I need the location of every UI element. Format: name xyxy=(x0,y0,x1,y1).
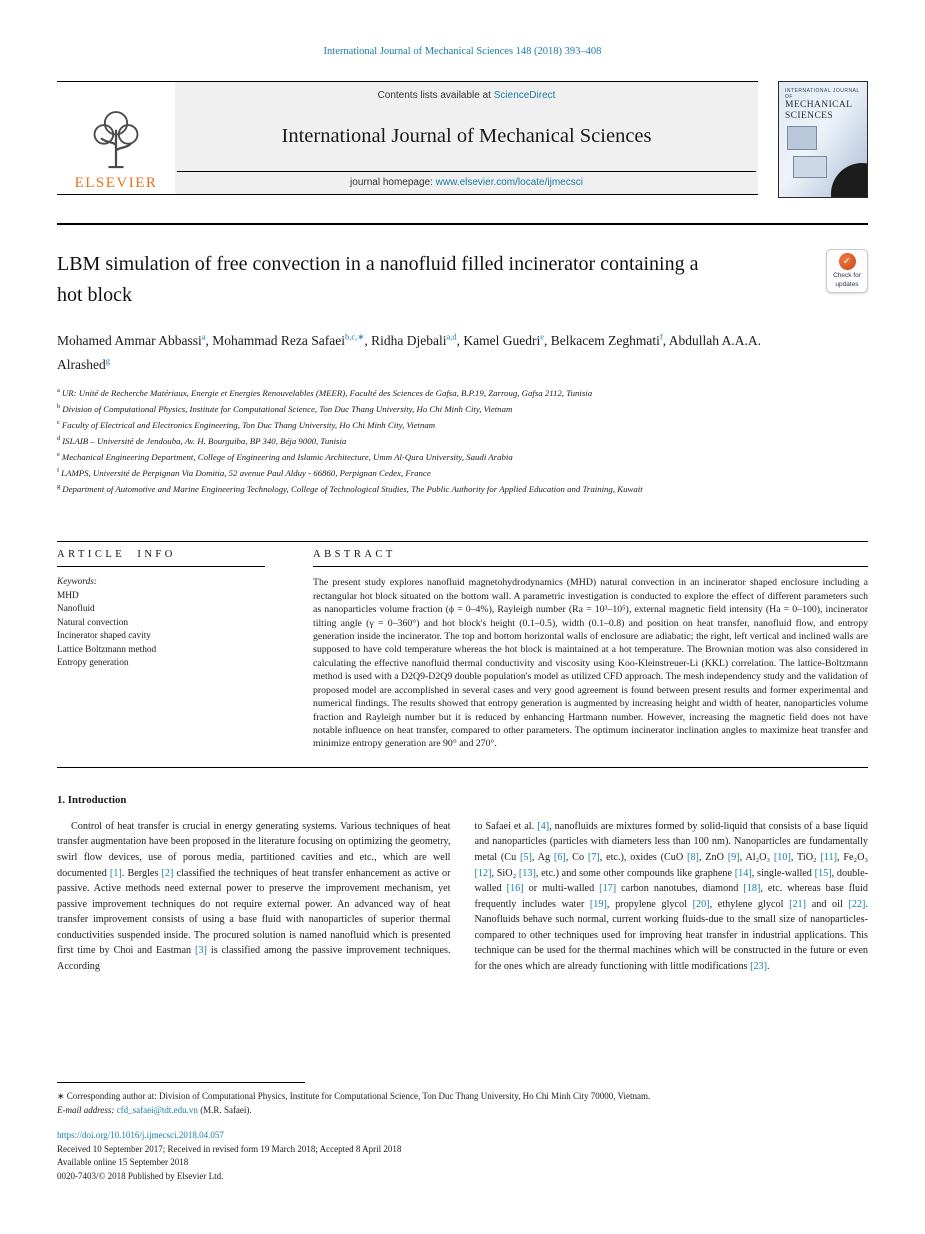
keyword: Natural convection xyxy=(57,617,128,628)
affiliation-text: Department of Automotive and Marine Engineering Technology, College of Technological Studies, The Public Authority for Applied Education and Training, Kuwait xyxy=(62,483,643,494)
email-link[interactable]: cfd_safaei@tdt.edu.vn xyxy=(116,1104,198,1115)
homepage-line xyxy=(177,171,756,194)
body-right-column: to Safaei et al. [4], nanofluids are mixtures formed by solid-liquid that consists of a base liquid and nanoparticles (particles with diameters less than 100 nm). Nanoparticles are fundamentally metal (Cu [5], Ag [6], Co [7], etc.), oxides (CuO [8], ZnO [9], Al₂O₃ [10], TiO₂ [11], Fe₂O₃ [12], SiO₂ [13], etc.) and some other compounds like graphene [14], single-walled [15], double-walled [16] or multi-walled [17] carbon nanotubes, diamond [18], etc. whereas base fluid frequently includes water [19], propylene glycol [20], ethylene glycol [21] and oil [22]. Nanofluids behave such normal, current working fluids-due to the small size of nanoparticles-compared to other techniques used for improving heat transfer in industrial applications. This technique can be used for the thermal machines which will be constructed in the future or even for the ones which are already functioning with little modifications [23]. xyxy=(474,820,869,973)
author-separator: , xyxy=(205,332,213,348)
author-separator: , xyxy=(544,332,551,348)
citation-link[interactable]: [19] xyxy=(589,898,607,910)
author xyxy=(57,333,212,348)
crossmark-icon: ✓ xyxy=(839,253,856,270)
author-affiliation-ref[interactable]: g xyxy=(105,355,110,366)
affiliation-marker: a xyxy=(57,387,60,394)
homepage-line-text: journal homepage: xyxy=(350,177,436,188)
citation-link[interactable]: [8] xyxy=(687,851,699,863)
corresponding-author-text: ∗ Corresponding author at: Division of Computational Physics, Institute for Computational Science, Ton Duc Thang University, Ho Chi Minh City 70000, Vietnam. xyxy=(57,1091,651,1101)
citation-link[interactable]: [5] xyxy=(520,851,532,863)
abstract-text: The present study explores nanofluid magnetohydrodynamics (MHD) natural convection in an incinerator shaped enclosure including a rectangular hot block situated on the bottom wall. A parametric investigation is conducted to explore the effect of different parameters such as nanoparticles volume fraction (ϕ = 0–4%), Rayleigh number (Ra = 10³–10⁵), external magnetic field intensity (Ha = 0–100), incinerator tilting angle (γ = 0–360°) and hot block's height (0.1–0.5), width (0.1–0.8) and position on heat transfer, nanofluid flow, and entropy generation inside the incinerator. The top and bottom horizontal walls of enclosure are adiabatic; the right, left vertical and inclined walls are supposed to have cold temperature whereas the hot block is maintained at a hot temperature. The Brownian motion was also considered in calculating the effective nanofluid thermal conductivity and viscosity using Koo-Kleinstreuer-Li (KKL) correlation. The lattice-Boltzmann method is used with a D2Q9-D2Q9 double population's model as utilized CFD approach. The mesh independency study and the validation of proposed model are accomplished in several cases and very good agreement is found between present results and former experimental and numerical findings. The results showed that entropy generation is augmented by increasing height and width of heater, nanoparticles volume fraction and Rayleigh number but it is reduced by enhancing Hartmann number. However, increasing the magnetic field does not have notable influence on heat transfer, compared to other parameters. The optimum incinerator inclination angles to maximize heat transfer and minimize entropy generation are 90° and 270°. xyxy=(313,577,868,750)
citation-link[interactable]: [4] xyxy=(537,820,550,832)
author xyxy=(463,333,550,348)
citation-link[interactable]: [23] xyxy=(750,961,768,973)
keyword: Entropy generation xyxy=(57,658,129,669)
affiliation xyxy=(57,464,868,480)
doi-link[interactable]: https://doi.org/10.1016/j.ijmecsci.2018.04.057 xyxy=(57,1130,224,1140)
cover-image-placeholder xyxy=(793,156,827,178)
citation-link[interactable]: [11] xyxy=(820,851,838,863)
cover-title-line2: SCIENCES xyxy=(785,110,834,121)
doi-line xyxy=(57,1129,868,1143)
available-online: Available online 15 September 2018 xyxy=(57,1157,189,1167)
article-info-abstract-section xyxy=(57,541,868,767)
author-separator: , xyxy=(456,332,464,348)
section-heading-introduction: 1. Introduction xyxy=(57,793,127,806)
affiliation-marker: d xyxy=(57,434,61,442)
author-name: Mohammad Reza Safaei xyxy=(212,332,345,348)
affiliation xyxy=(57,384,868,400)
affiliation-marker: g xyxy=(57,482,61,490)
affiliation-text: Mechanical Engineering Department, College of Engineering and Islamic Architecture, Umm Al-Qura University, Saudi Arabia xyxy=(61,451,513,462)
keyword: Lattice Boltzmann method xyxy=(57,644,157,655)
elsevier-wordmark: ELSEVIER xyxy=(74,175,158,191)
journal-banner-center xyxy=(175,82,758,194)
author-affiliation-ref[interactable]: a xyxy=(201,331,206,341)
affiliation xyxy=(57,432,868,448)
journal-header xyxy=(57,81,868,195)
author xyxy=(212,333,371,348)
email-suffix: (M.R. Safaei). xyxy=(197,1104,252,1115)
affiliation-text: UR: Unité de Recherche Matériaux, Energie et Energies Renouvelables (MEER), Faculté des Sciences de Gafsa, B.P.19, Zarroug, Gafsa 2112, Tunisia xyxy=(61,387,593,398)
citation-link[interactable]: [9] xyxy=(727,851,740,863)
author-affiliation-ref[interactable]: a,d xyxy=(446,331,457,341)
affiliation-text: Faculty of Electrical and Electronics Engineering, Ton Duc Thang University, Ho Chi Minh City, Vietnam xyxy=(61,419,436,430)
citation-link[interactable]: [15] xyxy=(814,867,832,879)
header-divider-rule xyxy=(57,223,868,225)
author xyxy=(551,333,669,348)
citation-link[interactable]: [7] xyxy=(587,851,600,863)
author-affiliation-ref[interactable]: f xyxy=(659,331,663,341)
citation-link[interactable]: [10] xyxy=(773,851,791,863)
citation-link[interactable]: [1] xyxy=(109,867,122,879)
contents-line-text: Contents lists available at xyxy=(377,90,494,101)
author-affiliation-ref[interactable]: e xyxy=(540,331,545,341)
author-separator: , xyxy=(662,332,669,348)
journal-cover-thumbnail[interactable] xyxy=(778,81,868,198)
affiliation xyxy=(57,416,868,432)
affiliation xyxy=(57,400,868,416)
affiliation xyxy=(57,480,868,496)
affiliation xyxy=(57,448,868,464)
author-affiliation-ref[interactable]: b,c,∗ xyxy=(344,331,365,341)
journal-header-banner xyxy=(57,81,758,195)
article-info-column xyxy=(57,549,265,750)
citation-link[interactable]: [21] xyxy=(789,898,807,910)
author-name: Kamel Guedri xyxy=(463,332,541,348)
citation-link[interactable]: [20] xyxy=(692,898,710,910)
cover-title-line1: MECHANICAL xyxy=(785,100,853,110)
keyword: Incinerator shaped cavity xyxy=(57,631,151,642)
citation-link[interactable]: [17] xyxy=(599,883,617,895)
cover-image-placeholder xyxy=(787,126,817,150)
sciencedirect-link[interactable]: ScienceDirect xyxy=(493,90,556,101)
cover-series-text: INTERNATIONAL JOURNAL OF xyxy=(785,88,860,100)
cover-corner-graphic xyxy=(831,163,868,198)
citation-link[interactable]: [13] xyxy=(518,867,536,879)
page-footer xyxy=(57,1082,868,1183)
author xyxy=(371,333,463,348)
check-for-updates-label: Check for updates xyxy=(833,272,861,288)
corresponding-author-footnote xyxy=(57,1090,868,1117)
author-name: Belkacem Zeghmati xyxy=(550,332,660,348)
citation-link[interactable]: [12] xyxy=(474,867,492,879)
citation-link[interactable]: [6] xyxy=(553,851,566,863)
check-for-updates-badge[interactable] xyxy=(826,249,868,293)
citation-link[interactable]: [3] xyxy=(195,945,207,957)
article-info-rule xyxy=(57,566,265,567)
copyright-line: 0020-7403/© 2018 Published by Elsevier Ltd. xyxy=(57,1170,224,1181)
abstract-column xyxy=(313,549,868,750)
citation-link[interactable]: [2] xyxy=(161,867,174,879)
article-info-heading: ARTICLE INFO xyxy=(57,549,176,561)
affiliation-text: ISLAIB – Université de Jendouba, Av. H. Bourguiba, BP 340, Béja 9000, Tunisia xyxy=(62,435,347,446)
affiliation-marker: e xyxy=(57,450,60,458)
contents-line xyxy=(175,82,758,101)
author-separator: , xyxy=(364,332,372,348)
affiliation-marker: f xyxy=(57,466,60,474)
affiliation-marker: b xyxy=(57,402,61,410)
body-columns xyxy=(57,819,868,975)
affiliation-text: Division of Computational Physics, Institute for Computational Science, Ton Duc Thang University, Ho Chi Minh City, Vietnam xyxy=(62,403,513,414)
body-left-column: Control of heat transfer is crucial in energy generating systems. Various techniques of heat transfer augmentation have been proposed in the literature focusing on optimizing the geometry, swirl flow devices, use of porous media, partitioned cavities and etc., which are well documented [1]. Bergles [2] classified the techniques of heat transfer enhancement as active or passive. Active methods need external power to preserve the improvement mechanism, yet passive improvement techniques do not require external power. An advanced way of heat transfer improvement consists of using a base fluid with nanoparticles of superior thermal conductivities suspended inside. The procured solution is named nanofluid which is presented first time by Choi and Eastman [3] is classified among the passive improvement techniques. According xyxy=(57,820,451,973)
citation-link[interactable]: [16] xyxy=(506,883,524,895)
citation-link[interactable]: [18] xyxy=(743,883,761,895)
keywords-label: Keywords: xyxy=(57,577,97,588)
footnote-rule xyxy=(57,1082,305,1083)
affiliation-marker: c xyxy=(57,418,60,426)
journal-homepage-link[interactable]: www.elsevier.com/locate/ijmecsci xyxy=(435,177,583,188)
keyword: Nanofluid xyxy=(57,604,95,615)
elsevier-tree-icon xyxy=(88,107,144,173)
affiliation-text: LAMPS, Université de Perpignan Via Domitia, 52 avenue Paul Alduy - 66860, Perpignan Cedex, France xyxy=(61,467,431,478)
abstract-heading: ABSTRACT xyxy=(313,549,396,561)
author-name: Mohamed Ammar Abbassi xyxy=(57,332,202,348)
citation-link[interactable]: [14] xyxy=(734,867,752,879)
journal-title: International Journal of Mechanical Sciences xyxy=(281,124,652,147)
received-dates: Received 10 September 2017; Received in revised form 19 March 2018; Accepted 8 April 2018 xyxy=(57,1143,402,1154)
citation-link[interactable]: [22] xyxy=(848,898,866,910)
author-list xyxy=(57,326,797,375)
abstract-rule xyxy=(313,566,868,567)
author-name: Ridha Djebali xyxy=(371,332,447,348)
affiliation-list xyxy=(57,384,868,495)
elsevier-logo[interactable] xyxy=(57,82,175,194)
author-name: Abdullah A.A.A. Alrashed xyxy=(57,332,761,372)
article-title: LBM simulation of free convection in a nanofluid filled incinerator containing a hot block xyxy=(57,253,699,306)
email-label: E-mail address: xyxy=(57,1104,117,1115)
email-line xyxy=(57,1104,868,1118)
keyword: MHD xyxy=(57,590,79,601)
journal-reference-link[interactable]: International Journal of Mechanical Sciences 148 (2018) 393–408 xyxy=(323,46,602,57)
